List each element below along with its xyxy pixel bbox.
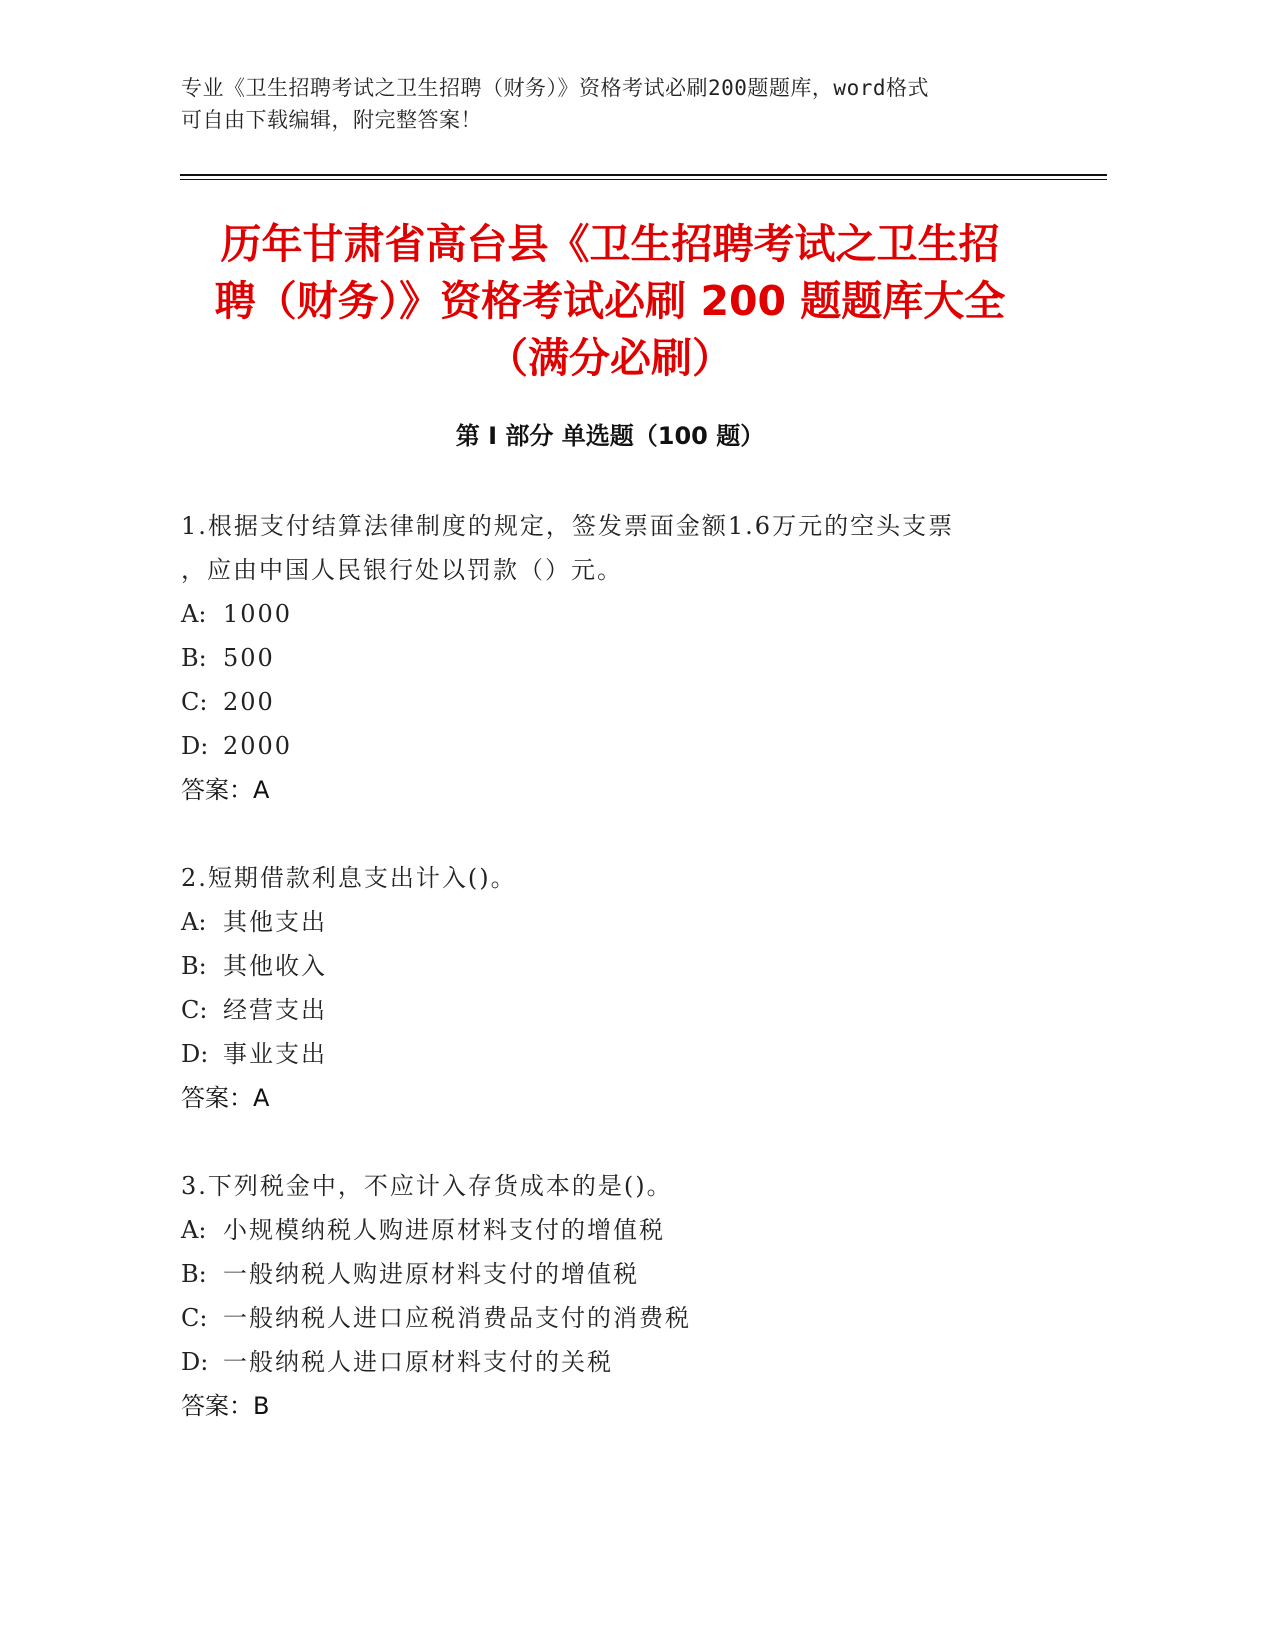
header-note-line: 专业《卫生招聘考试之卫生招聘（财务）》资格考试必刷200题题库，word格式 bbox=[181, 76, 929, 100]
question-stem: 3.下列税金中，不应计入存货成本的是()。 bbox=[181, 1172, 673, 1200]
option-d bbox=[181, 724, 1081, 768]
header-note-line: 可自由下载编辑，附完整答案！ bbox=[181, 108, 482, 132]
option-c bbox=[181, 680, 1081, 724]
option-d bbox=[181, 1032, 1081, 1076]
question-stem: 1.根据支付结算法律制度的规定，签发票面金额1.6万元的空头支票 bbox=[181, 512, 955, 540]
section-title: 第 I 部分 单选题（100 题） bbox=[455, 422, 765, 450]
question-stem: ，应由中国人民银行处以罚款（）元。 bbox=[181, 556, 623, 584]
option-text: 2000 bbox=[223, 732, 293, 760]
option-letter: A: bbox=[181, 908, 207, 936]
option-b bbox=[181, 636, 1081, 680]
option-d bbox=[181, 1340, 1081, 1384]
option-text: 事业支出 bbox=[223, 1040, 327, 1068]
header-divider-thick bbox=[180, 174, 1107, 176]
header-note bbox=[181, 72, 1061, 136]
option-text: 经营支出 bbox=[223, 996, 327, 1024]
option-text: 一般纳税人购进原材料支付的增值税 bbox=[223, 1260, 639, 1288]
title-line: 聘（财务）》资格考试必刷 200 题题库大全 bbox=[214, 277, 1006, 325]
option-letter: B: bbox=[181, 1260, 207, 1288]
option-letter: D: bbox=[181, 1348, 209, 1376]
answer-label: 答案：B bbox=[181, 1392, 270, 1420]
option-letter: C: bbox=[181, 996, 208, 1024]
option-a bbox=[181, 1208, 1081, 1252]
option-letter: C: bbox=[181, 1304, 208, 1332]
title-line: （满分必刷） bbox=[487, 334, 733, 382]
option-b bbox=[181, 1252, 1081, 1296]
title-line: 历年甘肃省高台县《卫生招聘考试之卫生招 bbox=[220, 220, 1000, 268]
option-text: 其他收入 bbox=[223, 952, 327, 980]
option-letter: A: bbox=[181, 600, 207, 628]
option-text: 200 bbox=[223, 688, 275, 716]
option-text: 1000 bbox=[223, 600, 293, 628]
answer-label: 答案：A bbox=[181, 776, 270, 804]
option-letter: D: bbox=[181, 732, 209, 760]
question-1 bbox=[181, 504, 1081, 812]
option-text: 小规模纳税人购进原材料支付的增值税 bbox=[223, 1216, 665, 1244]
option-text: 一般纳税人进口原材料支付的关税 bbox=[223, 1348, 613, 1376]
option-a bbox=[181, 900, 1081, 944]
question-list bbox=[181, 504, 1081, 1472]
option-text: 500 bbox=[223, 644, 275, 672]
question-stem: 2.短期借款利息支出计入()。 bbox=[181, 864, 517, 892]
option-b bbox=[181, 944, 1081, 988]
option-a bbox=[181, 592, 1081, 636]
option-letter: D: bbox=[181, 1040, 209, 1068]
option-c bbox=[181, 1296, 1081, 1340]
question-3 bbox=[181, 1164, 1081, 1428]
option-letter: B: bbox=[181, 644, 207, 672]
option-c bbox=[181, 988, 1081, 1032]
question-2 bbox=[181, 856, 1081, 1120]
option-letter: A: bbox=[181, 1216, 207, 1244]
option-text: 其他支出 bbox=[223, 908, 327, 936]
header-divider-thin bbox=[180, 179, 1107, 180]
option-text: 一般纳税人进口应税消费品支付的消费税 bbox=[223, 1304, 691, 1332]
answer-label: 答案：A bbox=[181, 1084, 270, 1112]
option-letter: C: bbox=[181, 688, 208, 716]
document-title bbox=[180, 216, 1040, 387]
option-letter: B: bbox=[181, 952, 207, 980]
